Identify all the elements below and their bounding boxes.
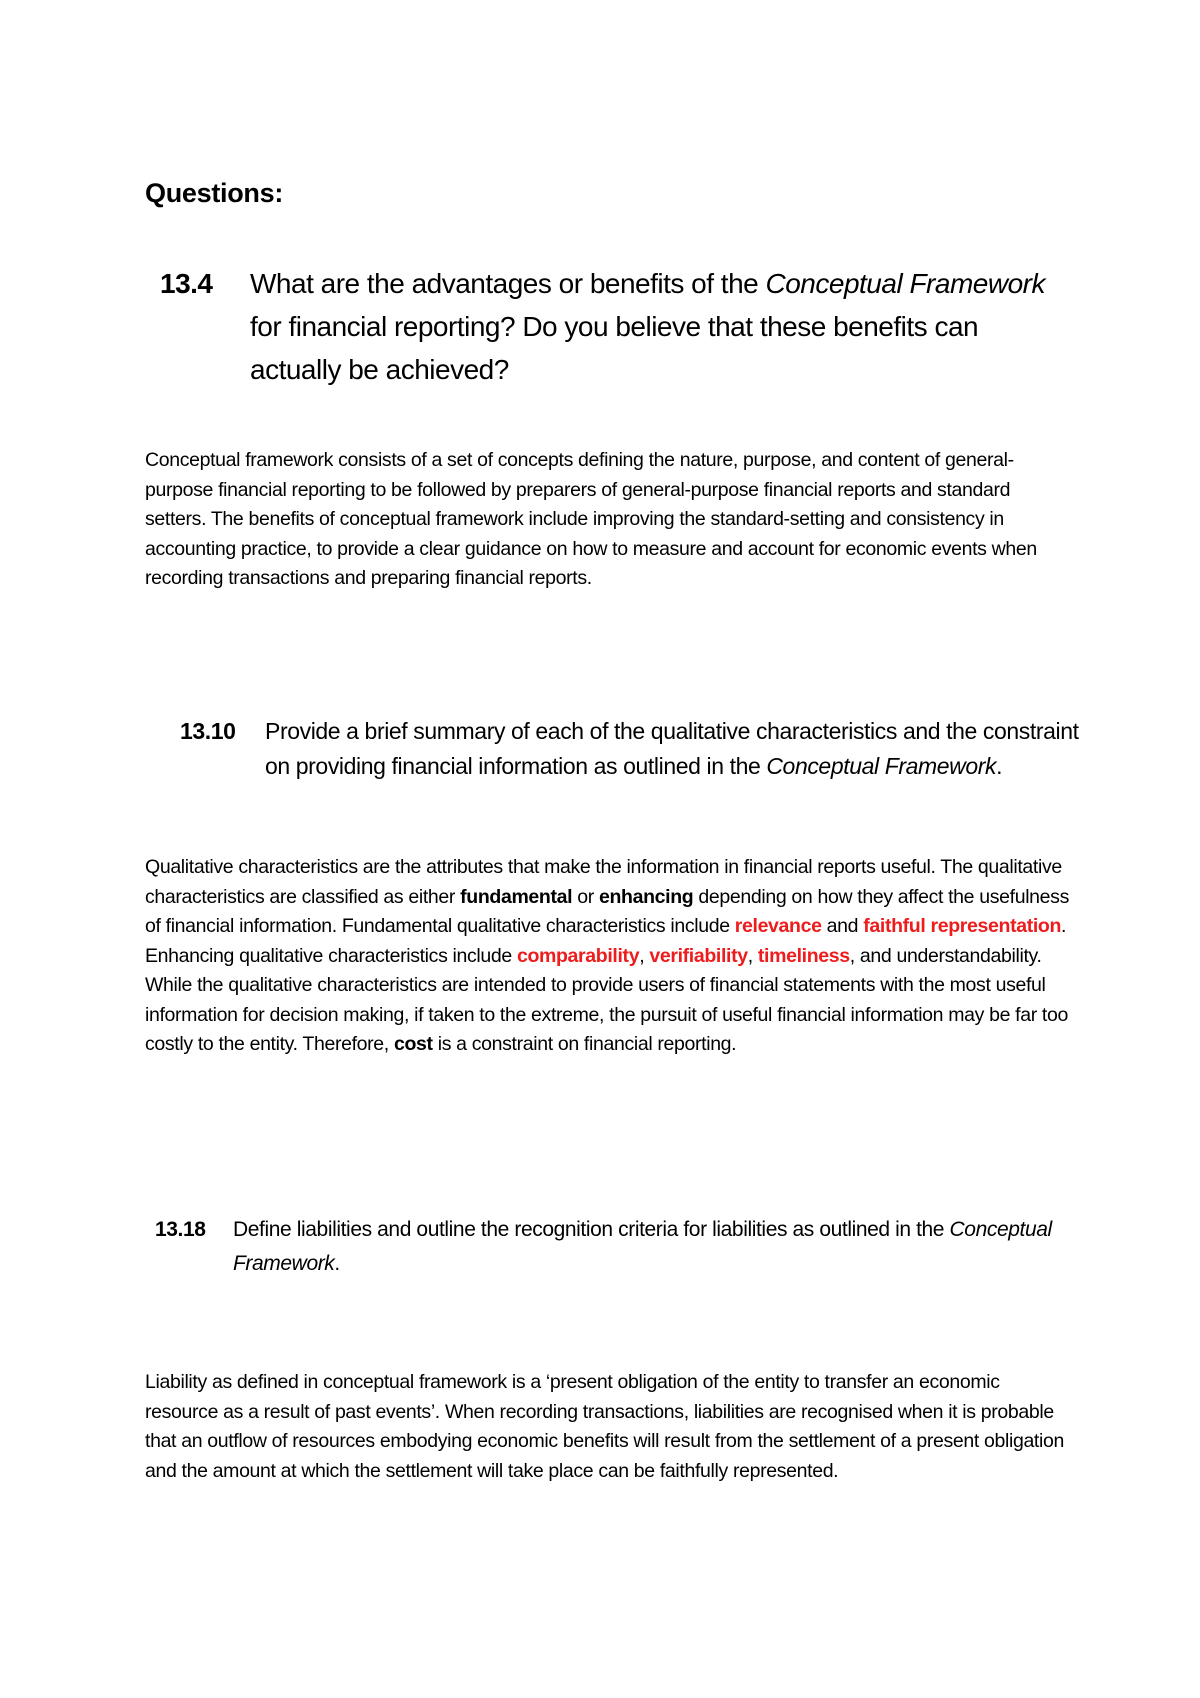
question-text-part: Define liabilities and outline the recognition criteria for liabilities as outlined in the — [233, 1218, 950, 1241]
answer-paragraph: Conceptual framework consists of a set of concepts defining the nature, purpose, and content of general-purpose financial reporting to be followed by preparers of general-purpose financial reports and standard setters. The benefits of conceptual framework include improving the standard-setting and consistency in accounting practice, to provide a clear guidance on how to measure and account for economic events when recording transactions and preparing financial reports. — [145, 449, 1037, 589]
answer-text-part: , — [639, 944, 650, 967]
question-number: 13.4 — [160, 268, 213, 299]
term-relevance: relevance — [734, 915, 822, 937]
question-text-part: What are the advantages or benefits of the — [250, 268, 766, 299]
question-italic-term: Conceptual Framework — [765, 268, 1045, 299]
question-text-part: Provide a brief summary of each of the qualitative characteristics and the constraint on providing financial information as outlined in the — [265, 718, 1079, 779]
answer-paragraph: Liability as defined in conceptual framework is a ‘present obligation of the entity to transfer an economic resource as a result of past events’. When recording transactions, liabilities are recognised when it is probable that an outflow of resources embodying economic benefits will result from the settlement of a present obligation and the amount at which the settlement will take place can be faithfully represented. — [145, 1371, 1064, 1482]
term-faithful-representation: faithful representation — [863, 915, 1062, 937]
question-text-part: for financial reporting? Do you believe that these benefits can actually be achieved? — [250, 311, 979, 385]
question-13-4 — [160, 262, 1060, 391]
term-comparability: comparability — [516, 944, 640, 967]
page-heading: Questions: — [145, 178, 284, 208]
answer-13-18 — [145, 1368, 1075, 1486]
question-number: 13.10 — [180, 718, 236, 744]
question-13-10 — [180, 714, 1080, 784]
term-timeliness: timeliness — [757, 944, 850, 967]
question-text-part: . — [996, 753, 1003, 779]
term-verifiability: verifiability — [649, 944, 748, 967]
answer-text-part: , — [747, 944, 758, 967]
answer-text-part: . Enhancing qualitative characteristics include — [145, 915, 1067, 967]
term-enhancing: enhancing — [598, 885, 694, 908]
answer-13-10 — [145, 853, 1075, 1060]
question-text — [250, 262, 1060, 391]
term-cost: cost — [393, 1033, 433, 1055]
answer-text-part: and — [821, 915, 864, 937]
question-text — [233, 1213, 1075, 1281]
question-text-part: . — [334, 1252, 340, 1275]
term-fundamental: fundamental — [460, 885, 573, 908]
answer-text-part: is a constraint on financial reporting. — [432, 1033, 737, 1055]
answer-text-part: Qualitative characteristics are the attributes that make the information in financial reports useful. The qualitative characteristics are classified as either — [145, 856, 1062, 908]
question-italic-term: Conceptual Framework — [766, 753, 997, 779]
question-13-18 — [155, 1213, 1075, 1281]
question-text — [265, 714, 1080, 784]
answer-text-part: or — [572, 885, 599, 908]
answer-paragraph — [145, 853, 1075, 1060]
answer-text-part: , and understandability. While the qualitative characteristics are intended to provide users of financial statements with the most useful information for decision making, if taken to the extreme, the pursuit of useful financial information may be far too costly to the entity. Therefore, — [145, 944, 1068, 1055]
question-italic-term: Conceptual Framework — [233, 1218, 1052, 1275]
answer-13-4 — [145, 446, 1075, 594]
answer-text-part: depending on how they affect the usefulness of financial information. Fundamental qualitative characteristics include — [145, 885, 1069, 937]
question-number: 13.18 — [155, 1218, 206, 1241]
